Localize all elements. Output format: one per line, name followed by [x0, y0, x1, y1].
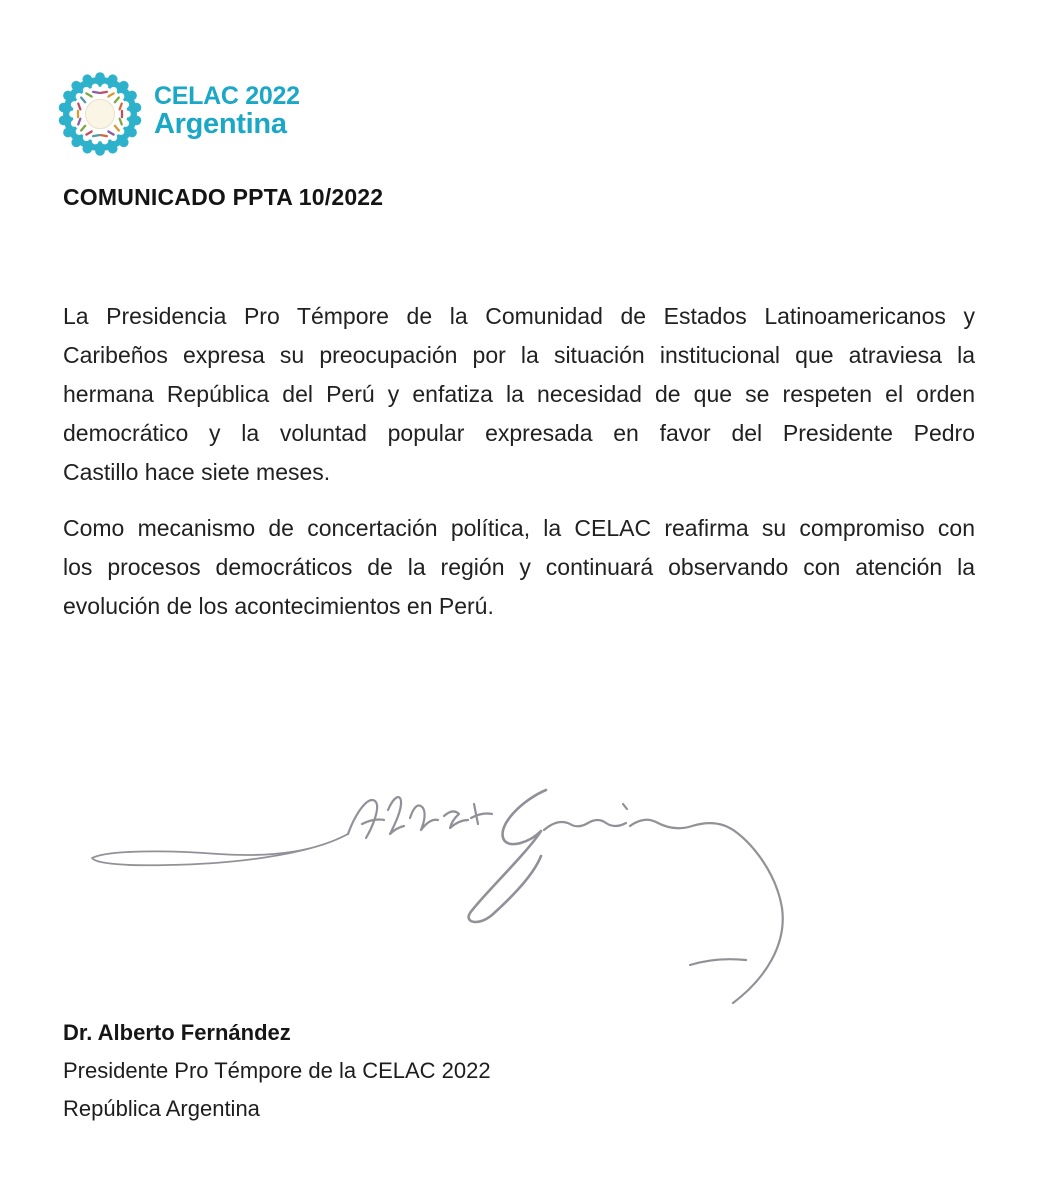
celac-logo-text	[154, 83, 300, 139]
paragraph-1-line: hermana República del Perú y enfatiza la necesidad de que se respeten el orden	[63, 381, 975, 407]
signer-block	[63, 1014, 491, 1128]
logo-title: CELAC 2022	[154, 81, 300, 110]
paragraph-2-line: Como mecanismo de concertación política, la CELAC reafirma su compromiso con	[63, 515, 975, 541]
paragraph-2	[63, 509, 975, 626]
logo-subtitle: Argentina	[154, 107, 287, 140]
signature-icon	[78, 768, 798, 1008]
celac-logo	[56, 70, 300, 158]
signer-name: Dr. Alberto Fernández	[63, 1020, 291, 1045]
paragraph-1-line: democrático y la voluntad popular expresada en favor del Presidente Pedro	[63, 420, 975, 446]
paragraph-2-line: los procesos democráticos de la región y continuará observando con atención la	[63, 554, 975, 580]
paragraph-1-line: La Presidencia Pro Témpore de la Comunidad de Estados Latinoamericanos y	[63, 303, 975, 329]
communique-body	[63, 297, 975, 643]
signer-country: República Argentina	[63, 1096, 260, 1121]
paragraph-1-line: Castillo hace siete meses.	[63, 459, 331, 485]
paragraph-1	[63, 297, 975, 492]
communique-heading: COMUNICADO PPTA 10/2022	[63, 184, 384, 210]
paragraph-1-line: Caribeños expresa su preocupación por la situación institucional que atraviesa la	[63, 342, 975, 368]
paragraph-2-line: evolución de los acontecimientos en Perú.	[63, 593, 494, 619]
celac-logo-icon	[56, 70, 144, 158]
signer-title: Presidente Pro Témpore de la CELAC 2022	[63, 1058, 491, 1083]
